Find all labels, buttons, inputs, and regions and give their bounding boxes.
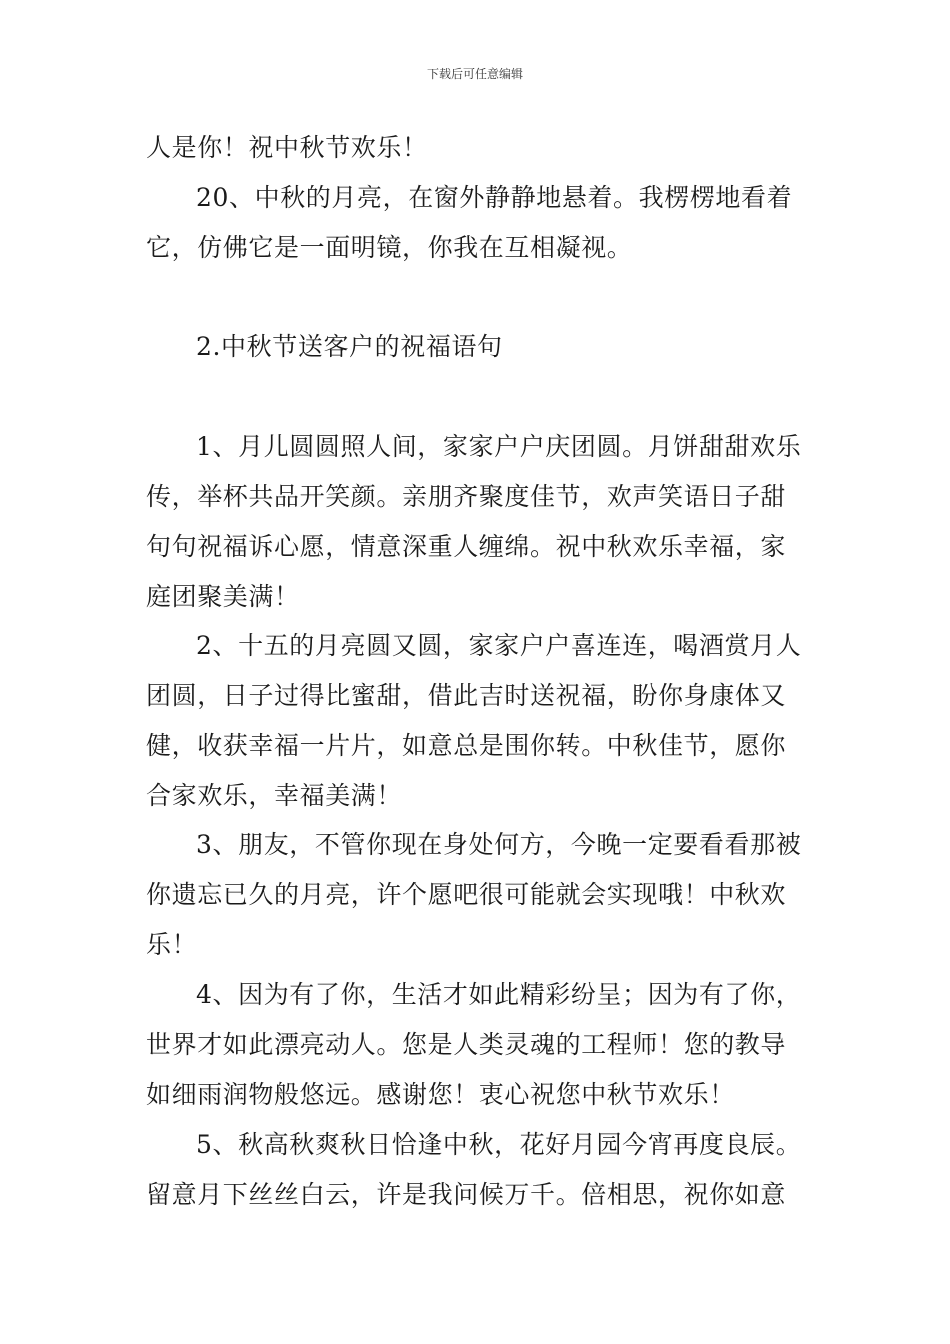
text-line: 人是你！祝中秋节欢乐！: [146, 133, 428, 162]
text-line: 庭团聚美满！: [146, 582, 300, 611]
text-line: 5、秋高秋爽秋日恰逢中秋，花好月园今宵再度良辰。: [196, 1130, 802, 1159]
text-line: 你遗忘已久的月亮，许个愿吧很可能就会实现哦！中秋欢: [146, 880, 787, 909]
text-line: 传，举杯共品开笑颜。亲朋齐聚度佳节，欢声笑语日子甜: [146, 482, 787, 511]
text-line: 它，仿佛它是一面明镜，你我在互相凝视。: [146, 233, 633, 262]
text-line: 合家欢乐，幸福美满！: [146, 781, 403, 810]
text-line: 20、中秋的月亮，在窗外静静地悬着。我楞楞地看着: [196, 183, 793, 212]
text-line: 句句祝福诉心愿，情意深重人缠绵。祝中秋欢乐幸福，家: [146, 532, 787, 561]
text-line: 2、十五的月亮圆又圆，家家户户喜连连，喝酒赏月人: [196, 631, 802, 660]
text-line: 3、朋友，不管你现在身处何方，今晚一定要看看那被: [196, 830, 802, 859]
text-line: 世界才如此漂亮动人。您是人类灵魂的工程师！您的教导: [146, 1030, 787, 1059]
text-line: 4、因为有了你，生活才如此精彩纷呈；因为有了你，: [196, 980, 802, 1009]
text-line: 留意月下丝丝白云，许是我问候万千。倍相思，祝你如意: [146, 1180, 787, 1209]
text-line: 团圆，日子过得比蜜甜，借此吉时送祝福，盼你身康体又: [146, 681, 787, 710]
text-line: 健，收获幸福一片片，如意总是围你转。中秋佳节，愿你: [146, 731, 787, 760]
text-line: 乐！: [146, 930, 198, 959]
page-header-note: 下载后可任意编辑: [426, 67, 523, 81]
text-line: 如细雨润物般悠远。感谢您！衷心祝您中秋节欢乐！: [146, 1080, 735, 1109]
text-line: 1、月儿圆圆照人间，家家户户庆团圆。月饼甜甜欢乐: [196, 432, 802, 461]
section-heading: 2.中秋节送客户的祝福语句: [196, 332, 503, 361]
